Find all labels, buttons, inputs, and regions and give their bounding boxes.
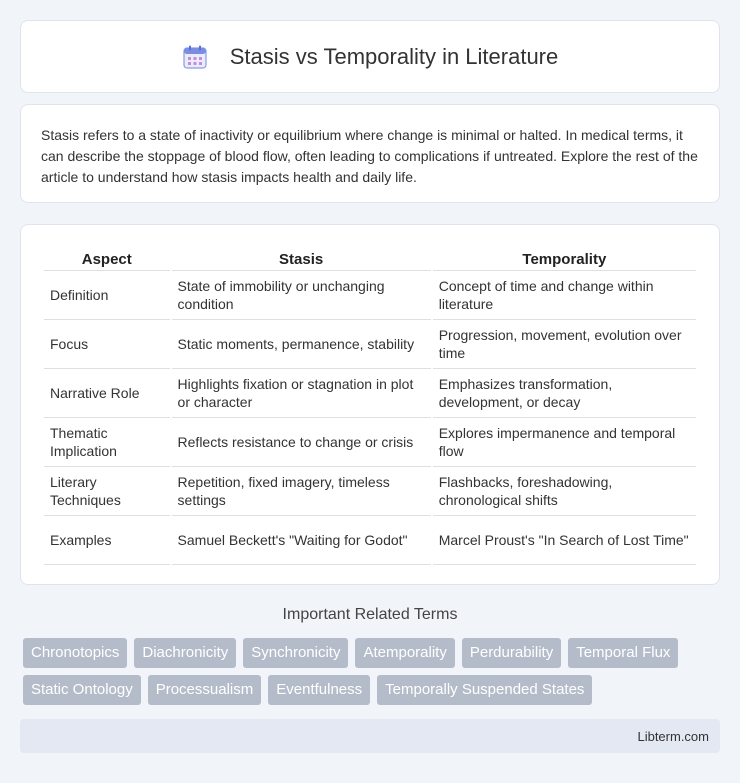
tag-chronotopics[interactable]: Chronotopics [23, 638, 127, 668]
comparison-table [42, 246, 698, 565]
tag-synchronicity[interactable]: Synchronicity [243, 638, 348, 668]
table-cell: Narrative Role [44, 369, 170, 418]
header-aspect: Aspect [44, 246, 170, 271]
table-cell: Explores impermanence and temporal flow [433, 418, 696, 467]
table-row [44, 516, 696, 565]
table-header-row [44, 246, 696, 271]
table-cell: Progression, movement, evolution over time [433, 320, 696, 369]
tag-perdurability[interactable]: Perdurability [462, 638, 561, 668]
related-terms-tags [23, 638, 723, 712]
title-wrap [182, 44, 559, 70]
table-cell: Thematic Implication [44, 418, 170, 467]
table-cell: Highlights fixation or stagnation in plot or character [172, 369, 431, 418]
tag-row [23, 675, 723, 705]
tag-atemporality[interactable]: Atemporality [355, 638, 454, 668]
tag-eventfulness[interactable]: Eventfulness [268, 675, 370, 705]
tag-temporal-flux[interactable]: Temporal Flux [568, 638, 678, 668]
footer [20, 719, 720, 753]
table-cell: Marcel Proust's "In Search of Lost Time" [433, 516, 696, 565]
header-temporality: Temporality [433, 246, 696, 271]
related-terms-heading: Important Related Terms [282, 606, 458, 623]
tag-diachronicity[interactable]: Diachronicity [134, 638, 236, 668]
calendar-icon [182, 44, 208, 70]
tag-row [23, 638, 723, 668]
intro-paragraph: Stasis refers to a state of inactivity or equilibrium where change is minimal or halted. In medical terms, it can describe the stoppage of blood flow, often leading to complications if untreated. Explore the rest of the article to understand how stasis impacts health and daily life. [41, 127, 698, 185]
table-row [44, 320, 696, 369]
table-cell: Concept of time and change within literature [433, 271, 696, 320]
table-cell: Literary Techniques [44, 467, 170, 516]
table-row [44, 369, 696, 418]
table-row [44, 271, 696, 320]
table-cell: Focus [44, 320, 170, 369]
table-cell: Samuel Beckett's "Waiting for Godot" [172, 516, 431, 565]
table-row [44, 418, 696, 467]
tag-temporally-suspended-states[interactable]: Temporally Suspended States [377, 675, 592, 705]
tag-static-ontology[interactable]: Static Ontology [23, 675, 141, 705]
tag-processualism[interactable]: Processualism [148, 675, 262, 705]
page-title: Stasis vs Temporality in Literature [229, 43, 559, 69]
intro-card [20, 104, 720, 203]
table-cell: Definition [44, 271, 170, 320]
header-stasis: Stasis [172, 246, 431, 271]
table-cell: Examples [44, 516, 170, 565]
comparison-table-card [20, 224, 720, 585]
table-cell: Repetition, fixed imagery, timeless settings [172, 467, 431, 516]
table-cell: Reflects resistance to change or crisis [172, 418, 431, 467]
table-row [44, 467, 696, 516]
footer-site-link[interactable]: Libterm.com [637, 728, 709, 744]
table-cell: State of immobility or unchanging condition [172, 271, 431, 320]
table-cell: Flashbacks, foreshadowing, chronological shifts [433, 467, 696, 516]
table-cell: Static moments, permanence, stability [172, 320, 431, 369]
table-cell: Emphasizes transformation, development, or decay [433, 369, 696, 418]
header-card [20, 20, 720, 93]
